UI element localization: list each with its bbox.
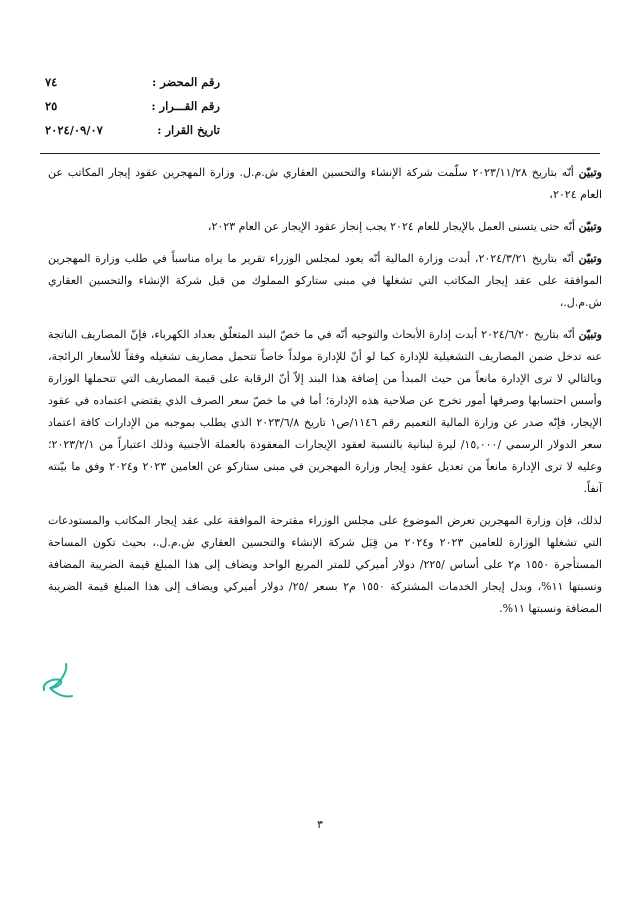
paragraph — [48, 510, 602, 620]
decision-number-label: رقم القـــرار : — [151, 99, 220, 113]
decision-number-row — [45, 94, 220, 118]
paragraph — [48, 162, 602, 206]
paragraph — [48, 216, 602, 238]
document-body — [48, 162, 602, 630]
paragraph-text: أنّه بتاريخ ٢٠٢٤/٣/٢١، أبدت وزارة المالية أنّه يعود لمجلس الوزراء تقرير ما يراه مناسباً في طلب وزارة المهجرين الموافقة على عقد إيجار المكاتب التي تشغلها في مبنى ستاركو المملوك من قبل شركة الإنشاء والتحسين العقاري ش.م.ل.، — [48, 252, 602, 309]
paragraph-lead: وتبيّن — [578, 328, 602, 341]
paragraph — [48, 248, 602, 314]
paragraph-lead: وتبيّن — [578, 166, 602, 179]
decision-date-row — [45, 118, 220, 142]
paragraph-text: لذلك، فإن وزارة المهجرين تعرض الموضوع على مجلس الوزراء مقترحة الموافقة على عقد إيجار المكاتب والمستودعات التي تشغلها الوزارة للعامين ٢٠٢٣ و٢٠٢٤ من قِبَل شركة الإنشاء والتحسين العقاري ش.م.ل.، بحيث تكون المساحة المستأجرة ١٥٥٠ م٢ على أساس /٢٢٥/ دولار أميركي للمتر المربع الواحد ويضاف إلى هذا المبلغ قيمة الضريبة المضافة ونسبتها ١١%، وبدل إيجار الخدمات المشتركة ١٥٥٠ م٢ بسعر /٢٥/ دولار أميركي ويضاف إلى هذا المبلغ قيمة الضريبة المضافة ونسبتها ١١%. — [48, 514, 603, 615]
decision-number-value: ٢٥ — [45, 99, 58, 113]
minutes-number-label: رقم المحضر : — [151, 75, 220, 89]
handwritten-initial-signature — [38, 660, 78, 702]
page-number: ٣ — [317, 818, 323, 831]
minutes-number-value: ٧٤ — [45, 75, 58, 89]
minutes-number-row — [45, 70, 220, 94]
paragraph-text: أنّه بتاريخ ٢٠٢٤/٦/٢٠ أبدت إدارة الأبحاث والتوجيه أنّه في ما خصّ البند المتعلّق بعداد الكهرباء، فإنّ المصاريف الناتجة عنه تدخل ضمن المصاريف التشغيلية للإدارة كما لو أنّ للإدارة مولداً خاصاً تتحمل مصاريف تشغيله وفقاً للأسعار الرائجة، وبالتالي لا ترى الإدارة مانعاً من حيث المبدأ من إضافة هذا البند إلاّ أنّ الرقابة على قيمة المصاريف التي تتحملها الوزارة وأسس احتسابها وصرفها أمور تخرج عن صلاحية هذه الإدارة؛ أما في ما خصّ سعر الصرف الذي يقتضي اعتماده في عقود الإيجار، فإنّه صدر عن وزارة المالية التعميم رقم ١١٤٦/ص١ تاريخ ٢٠٢٣/٦/٨ الذي يطلب بموجبه من الإدارات كافة اعتماد سعر الدولار الرسمي /١٥,٠٠٠/ ليرة لبنانية بالنسبة لعقود الإيجارات المعقودة بالعملة الأجنبية وذلك اعتباراً من ٢٠٢٣/٢/١؛ وعليه لا ترى الإدارة مانعاً من تعديل عقود إيجار وزارة المهجرين في مبنى ستاركو عن العامين ٢٠٢٣ و٢٠٢٤ وفق ما بيّنته آنفاً. — [48, 328, 602, 495]
paragraph — [48, 324, 602, 500]
decision-date-label: تاريخ القرار : — [157, 123, 220, 137]
paragraph-lead: وتبيّن — [578, 220, 602, 233]
paragraph-text: أنّه بتاريخ ٢٠٢٣/١١/٢٨ سلّمت شركة الإنشاء والتحسين العقاري ش.م.ل. وزارة المهجرين عقود إيجار المكاتب عن العام ٢٠٢٤، — [48, 166, 602, 201]
paragraph-text: أنّه حتى يتسنى العمل بالإيجار للعام ٢٠٢٤ يجب إنجاز عقود الإيجار عن العام ٢٠٢٣، — [207, 220, 579, 233]
decision-date-value: ٢٠٢٤/٠٩/٠٧ — [45, 123, 103, 137]
decision-header — [45, 70, 220, 142]
header-divider — [40, 153, 600, 154]
paragraph-lead: وتبيّن — [578, 252, 602, 265]
